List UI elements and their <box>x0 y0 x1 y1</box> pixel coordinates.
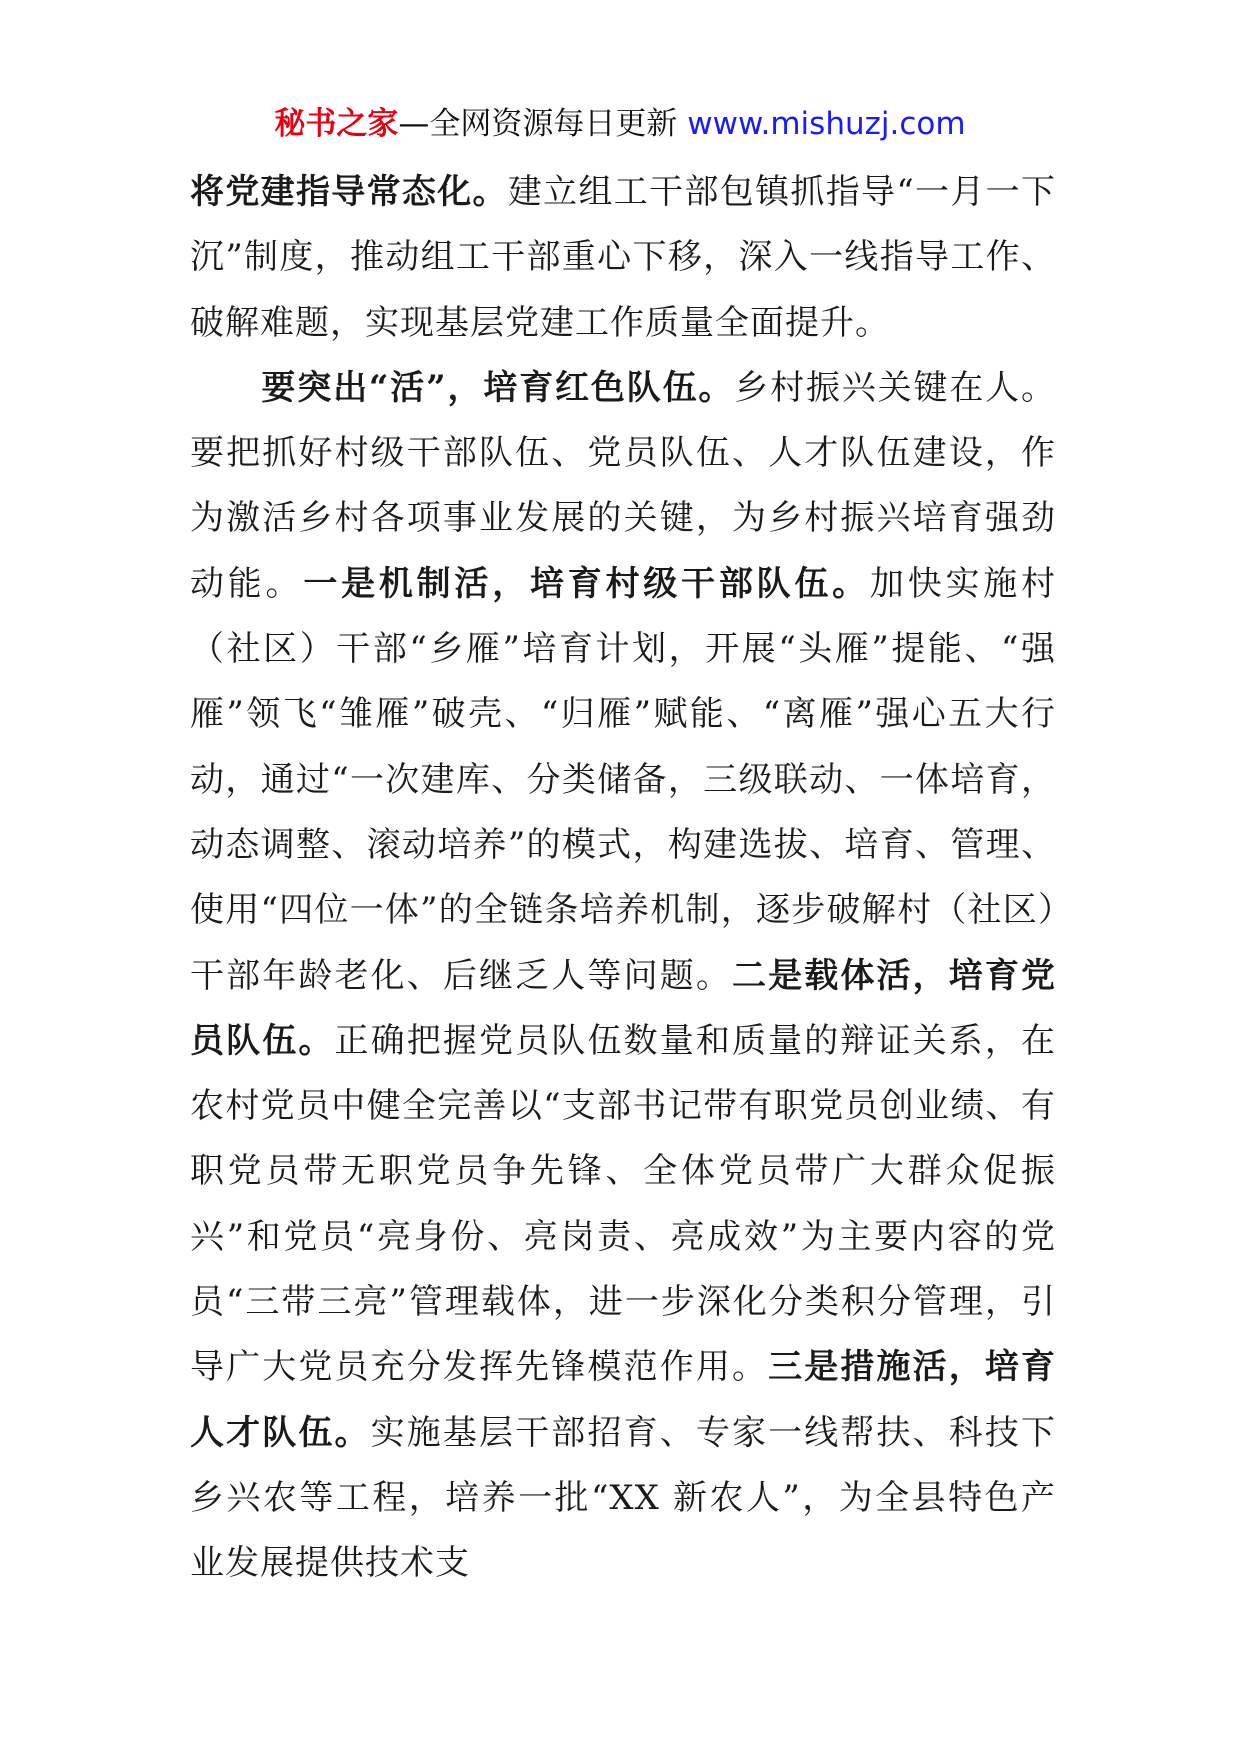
point-two-heading: 二是载体活，培育党员队伍。 <box>190 955 1057 1061</box>
header-brand: 秘书之家 <box>274 106 399 142</box>
page-header <box>0 104 1240 144</box>
point-three-heading: 三是措施活，培育人才队伍。 <box>190 1347 1057 1453</box>
paragraph-1-heading: 将党建指导常态化。 <box>190 172 508 212</box>
document-body <box>190 160 1056 1597</box>
section-intro-text: 乡村振兴关键在人。要把抓好村级干部队伍、党员队伍、人才队伍建设，作为激活乡村各项事业发展的关键，为乡村振兴培育强劲动能。 <box>190 367 1057 604</box>
paragraph-1-text: 建立组工干部包镇抓指导“一月一下沉”制度，推动组工干部重心下移，深入一线指导工作、破解难题，实现基层党建工作质量全面提升。 <box>190 172 1056 343</box>
point-two-text: 正确把握党员队伍数量和质量的辩证关系，在农村党员中健全完善以“支部书记带有职党员创业绩、有职党员带无职党员争先锋、全体党员带广大群众促振兴”和党员“亮身份、亮岗责、亮成效”为主要内容的党员“三带三亮”管理载体，进一步深化分类积分管理，引导广大党员充分发挥先锋模范作用。 <box>190 1020 1057 1388</box>
point-three-text: 实施基层干部招育、专家一线帮扶、科技下乡兴农等工程，培养一批“XX 新农人”，为全县特色产业发展提供技术支 <box>190 1412 1057 1584</box>
point-one-text: 加快实施村（社区）干部“乡雁”培育计划，开展“头雁”提能、“强雁”领飞“雏雁”破壳、“归雁”赋能、“离雁”强心五大行动，通过“一次建库、分类储备，三级联动、一体培育，动态调整、滚动培养”的模式，构建选拔、培育、管理、使用“四位一体”的全链条培养机制，逐步破解村（社区）干部年龄老化、后继乏人等问题。 <box>190 563 1057 996</box>
paragraph-2 <box>190 356 1056 1597</box>
point-one-heading: 一是机制活，培育村级干部队伍。 <box>303 563 870 604</box>
header-site-link[interactable]: www.mishuzj.com <box>687 106 966 142</box>
section-heading-huo: 要突出“活”，培育红色队伍。 <box>261 367 735 408</box>
header-tagline: —全网资源每日更新 <box>398 106 678 142</box>
paragraph-1 <box>190 160 1056 356</box>
